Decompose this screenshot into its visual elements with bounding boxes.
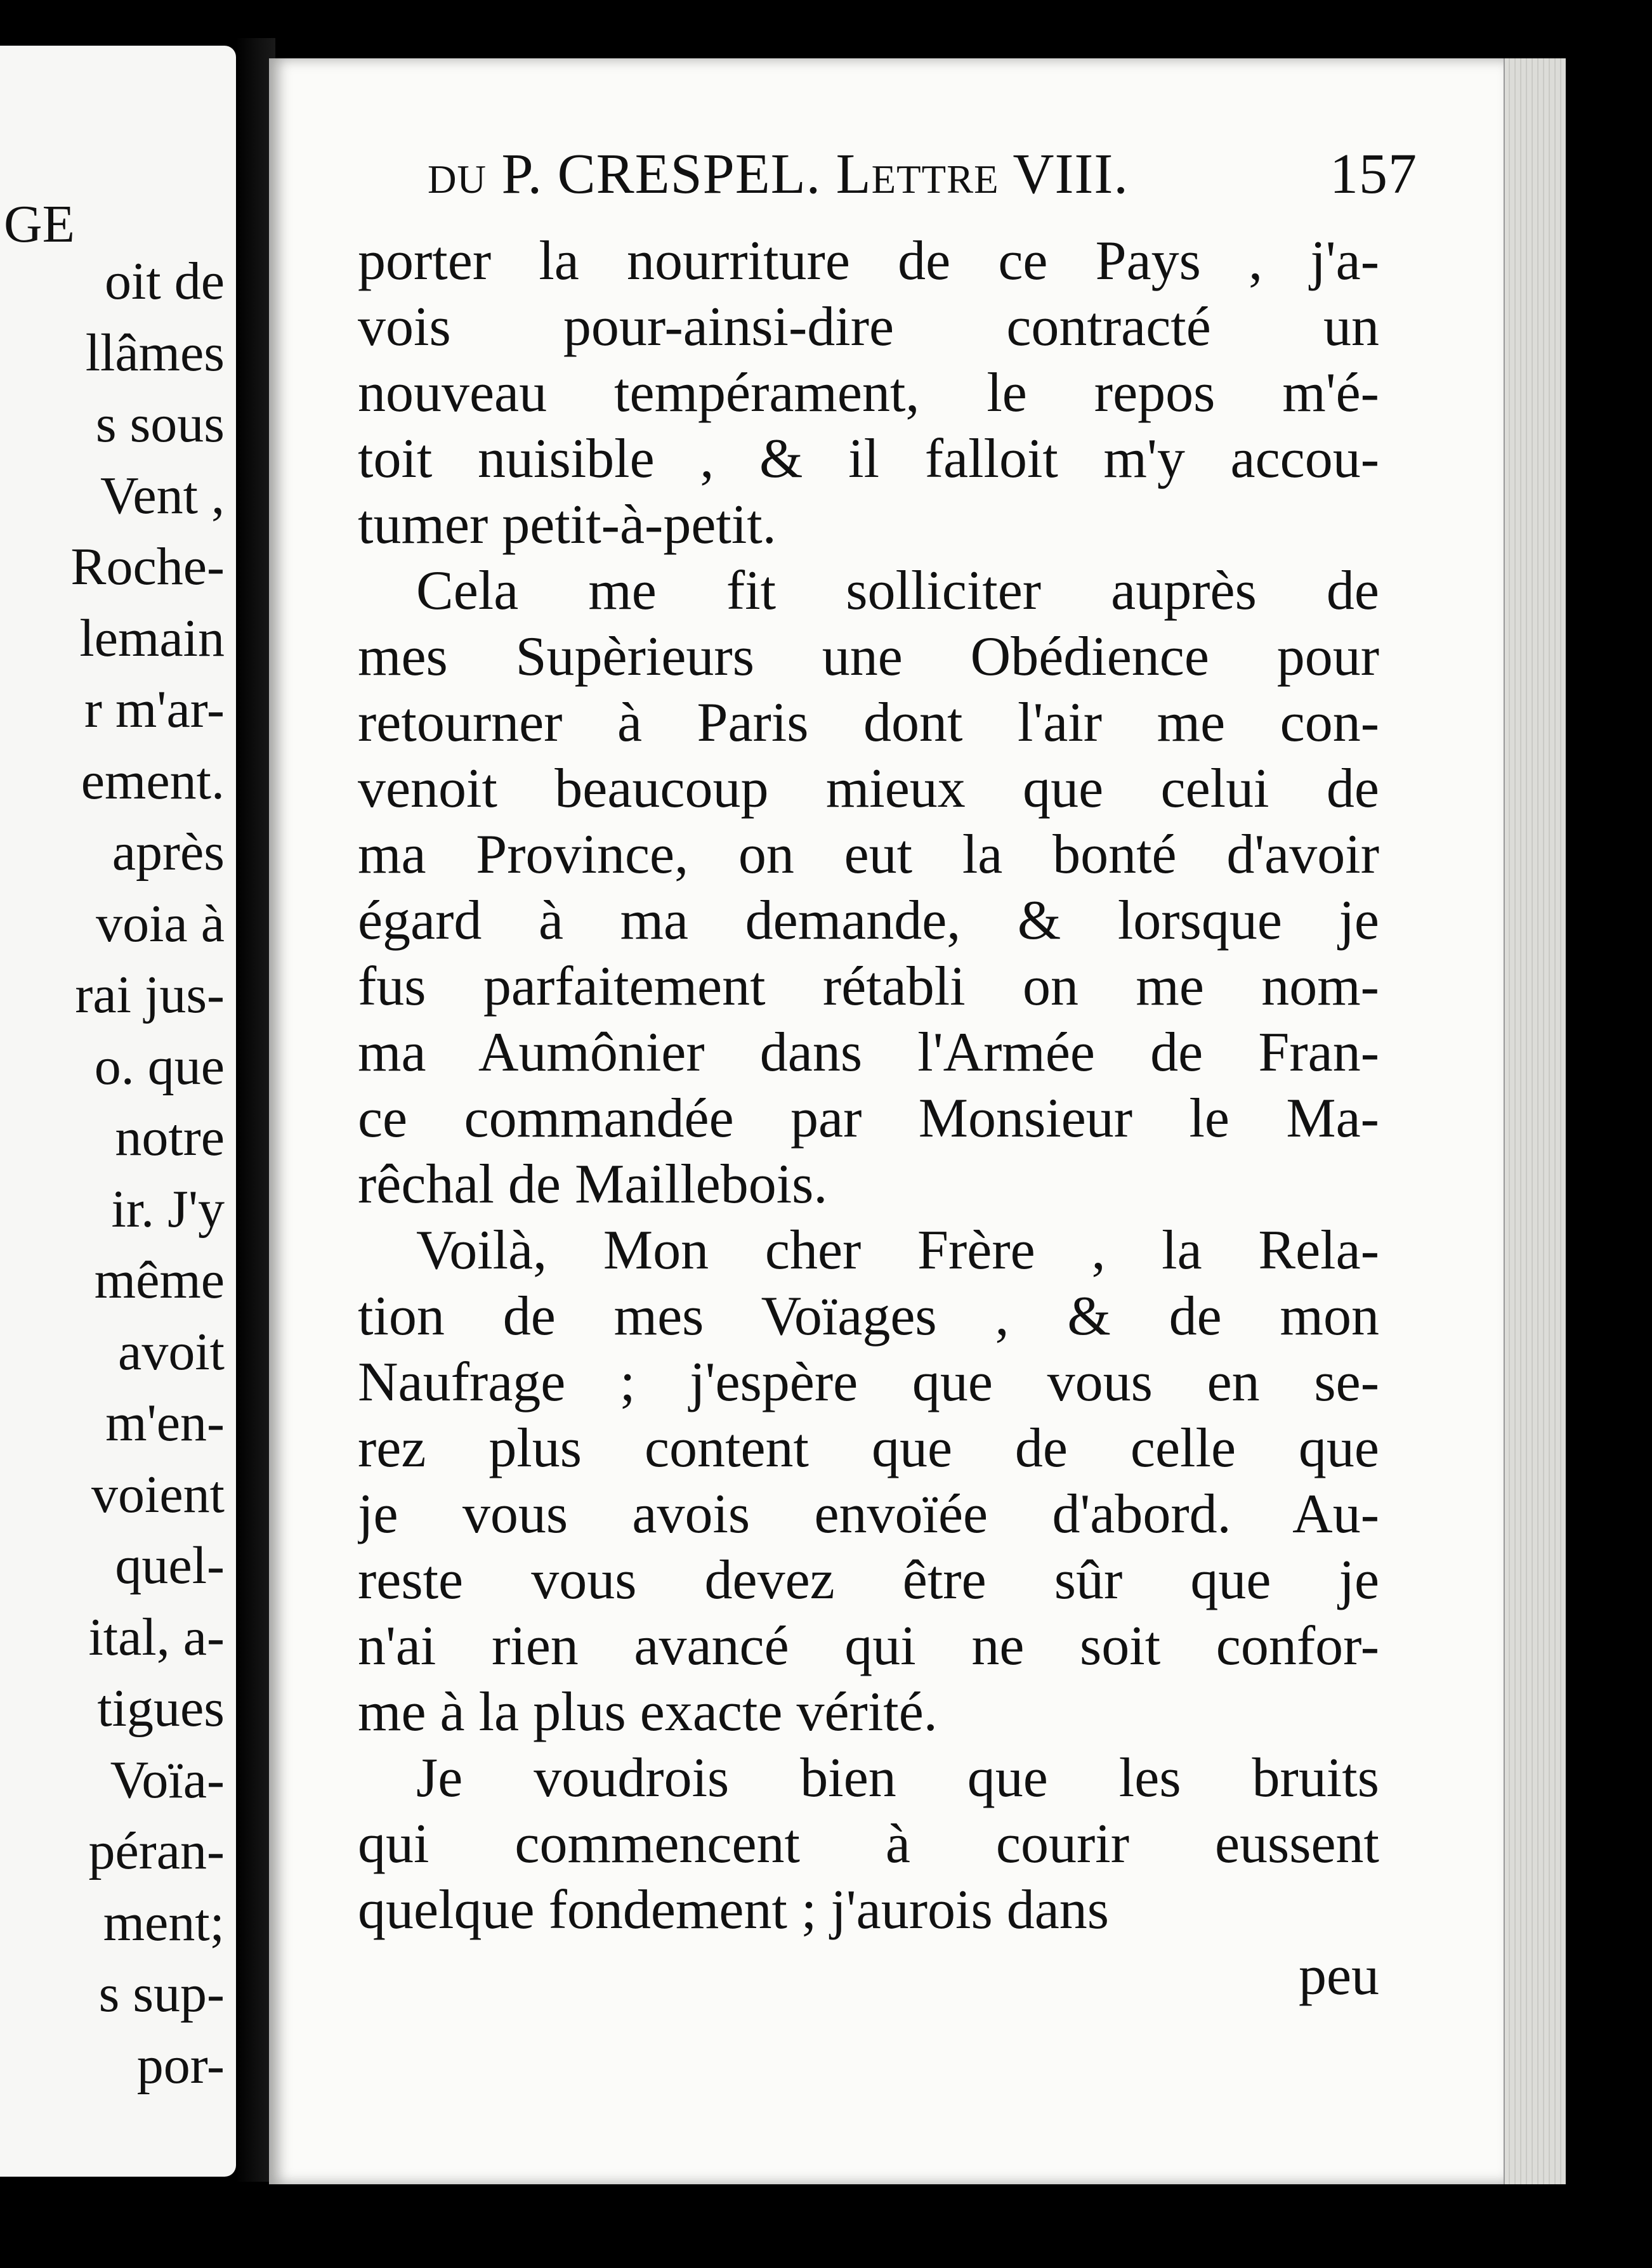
previous-page-line: ital, a- (88, 1607, 225, 1667)
current-page (269, 58, 1504, 2184)
text-line: Cela me fit solliciter auprès de (416, 560, 1379, 622)
text-line: retourner à Paris dont l'air me con- (358, 692, 1379, 753)
previous-page-line: ement. (81, 751, 225, 811)
paragraph (358, 228, 1379, 558)
text-line: reste vous devez être sûr que je (358, 1549, 1379, 1611)
previous-page-line: lemain (79, 608, 225, 668)
previous-page-line: avoit (118, 1322, 225, 1381)
text-line: rez plus content que de celle que (358, 1418, 1379, 1479)
previous-page-line: GE (4, 195, 75, 254)
previous-page-line: llâmes (85, 323, 225, 382)
text-line: Je voudrois bien que les bruits (416, 1747, 1379, 1809)
paragraph (358, 1218, 1379, 1745)
previous-page-line: s sup- (98, 1964, 225, 2023)
previous-page-line: même (94, 1251, 225, 1310)
text-line: ce commandée par Monsieur le Ma- (358, 1088, 1379, 1149)
paragraph (358, 1745, 1379, 1943)
text-line: quelque fondement ; j'aurois dans (358, 1879, 1110, 1941)
body-text (358, 228, 1379, 2009)
previous-page-line: Vent , (100, 466, 225, 525)
previous-page-line: m'en- (105, 1393, 225, 1452)
page-number: 157 (1330, 143, 1417, 205)
text-line: fus parfaitement rétabli on me nom- (358, 956, 1379, 1017)
previous-page-line: Voïa- (110, 1750, 225, 1809)
catchword: peu (1298, 1945, 1379, 2007)
previous-page (0, 46, 236, 2177)
text-line: égard à ma demande, & lorsque je (358, 890, 1379, 951)
text-line: qui commencent à courir eussent (358, 1813, 1379, 1875)
page-edge (1504, 58, 1566, 2184)
previous-page-line: voient (91, 1464, 225, 1524)
previous-page-line: por- (136, 2035, 225, 2095)
text-line: venoit beaucoup mieux que celui de (358, 758, 1379, 819)
previous-page-line: voia à (96, 894, 225, 953)
text-line: vois pour-ainsi-dire contracté un (358, 296, 1379, 358)
text-line: ma Aumônier dans l'Armée de Fran- (358, 1022, 1379, 1083)
previous-page-line: quel- (115, 1536, 225, 1595)
text-line: tion de mes Voïages , & de mon (358, 1286, 1379, 1347)
previous-page-line: après (112, 823, 225, 882)
previous-page-line: tigues (97, 1679, 225, 1738)
text-line: tumer petit-à-petit. (358, 494, 777, 556)
previous-page-line: oit de (105, 252, 225, 311)
paragraph (358, 558, 1379, 1218)
previous-page-line: rai jus- (75, 965, 225, 1024)
text-line: rêchal de Maillebois. (358, 1154, 828, 1215)
previous-page-line: péran- (88, 1822, 225, 1880)
text-line: Naufrage ; j'espère que vous en se- (358, 1352, 1379, 1413)
text-line: mes Supèrieurs une Obédience pour (358, 626, 1379, 688)
text-line: porter la nourriture de ce Pays , j'a- (358, 230, 1379, 292)
running-head (428, 143, 1417, 205)
text-line: ma Province, on eut la bonté d'avoir (358, 824, 1379, 885)
running-head-title: du P. CRESPEL. Lettre VIII. (428, 143, 1129, 205)
text-line: je vous avois envoïée d'abord. Au- (358, 1483, 1379, 1545)
text-line: Voilà, Mon cher Frère , la Rela- (416, 1220, 1379, 1281)
previous-page-line: Roche- (70, 537, 225, 596)
previous-page-line: o. que (94, 1036, 225, 1096)
previous-page-line: ir. J'y (111, 1179, 225, 1239)
text-line: toit nuisible , & il falloit m'y accou- (358, 428, 1379, 490)
text-line: me à la plus exacte vérité. (358, 1681, 938, 1743)
previous-page-line: s sous (95, 394, 225, 453)
previous-page-line: ment; (103, 1893, 225, 1952)
text-line: nouveau tempérament, le repos m'é- (358, 362, 1379, 424)
previous-page-line: notre (115, 1108, 225, 1167)
text-line: n'ai rien avancé qui ne soit confor- (358, 1615, 1379, 1677)
previous-page-line: r m'ar- (84, 680, 225, 739)
